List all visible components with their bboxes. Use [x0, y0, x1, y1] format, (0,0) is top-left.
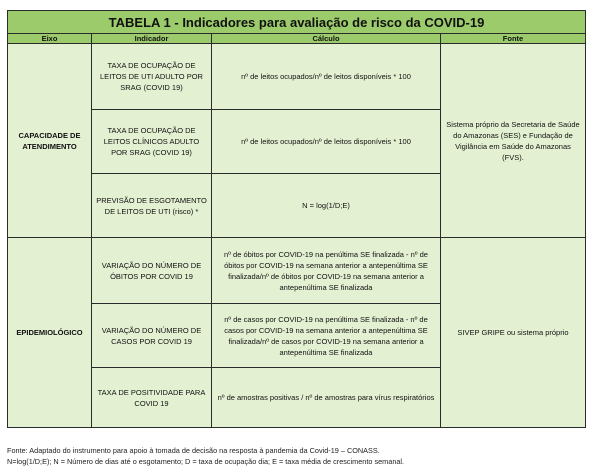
calculo-cell: nº de leitos ocupados/nº de leitos disponíveis * 100 [212, 110, 441, 174]
fonte-epidemiologico: SIVEP GRIPE ou sistema próprio [441, 238, 586, 428]
calculo-cell: nº de óbitos por COVID-19 na penúltima SE finalizada - nº de óbitos por COVID-19 na semana anterior a antepenúltima SE finalizada/nº de óbitos por COVID-19 na semana anterior a antepenúltima SE finalizada [212, 238, 441, 304]
indicador-cell: TAXA DE OCUPAÇÃO DE LEITOS CLÍNICOS ADULTO POR SRAG (COVID 19) [92, 110, 212, 174]
calculo-cell: N = log(1/D;E) [212, 174, 441, 238]
fonte-capacidade: Sistema próprio da Secretaria de Saúde do Amazonas (SES) e Fundação de Vigilância em Saúde do Amazonas (FVS). [441, 44, 586, 238]
header-fonte: Fonte [441, 34, 586, 44]
eixo-capacidade: CAPACIDADE DE ATENDIMENTO [8, 44, 92, 238]
indicador-cell: PREVISÃO DE ESGOTAMENTO DE LEITOS DE UTI (risco) * [92, 174, 212, 238]
calculo-cell: nº de amostras positivas / nº de amostras para vírus respiratórios [212, 368, 441, 428]
indicator-table [7, 10, 586, 428]
calculo-cell: nº de casos por COVID-19 na penúltima SE finalizada - nº de casos por COVID-19 na semana anterior a antepenúltima SE finalizada/nº de casos por COVID-19 na semana anterior a antepenúltima SE finalizada [212, 304, 441, 368]
indicador-cell: TAXA DE POSITIVIDADE PARA COVID 19 [92, 368, 212, 428]
header-eixo: Eixo [8, 34, 92, 44]
footnote-formula: N=log(1/D;E); N = Número de dias até o esgotamento; D = taxa de ocupação dia; E = taxa média de crescimento semanal. [7, 457, 405, 466]
calculo-cell: nº de leitos ocupados/nº de leitos disponíveis * 100 [212, 44, 441, 110]
eixo-epidemiologico: EPIDEMIOLÓGICO [8, 238, 92, 428]
header-calculo: Cálculo [212, 34, 441, 44]
table-footnote [7, 445, 587, 467]
indicador-cell: VARIAÇÃO DO NÚMERO DE ÓBITOS POR COVID 19 [92, 238, 212, 304]
table-row [8, 44, 586, 110]
table-title: TABELA 1 - Indicadores para avaliação de risco da COVID-19 [8, 11, 586, 34]
table-row [8, 238, 586, 304]
indicador-cell: TAXA DE OCUPAÇÃO DE LEITOS DE UTI ADULTO POR SRAG (COVID 19) [92, 44, 212, 110]
footnote-source: Fonte: Adaptado do instrumento para apoio à tomada de decisão na resposta à pandemia da Covid-19 – CONASS. [7, 446, 380, 455]
header-indicador: Indicador [92, 34, 212, 44]
indicator-table-container [7, 10, 585, 428]
indicador-cell: VARIAÇÃO DO NÚMERO DE CASOS POR COVID 19 [92, 304, 212, 368]
